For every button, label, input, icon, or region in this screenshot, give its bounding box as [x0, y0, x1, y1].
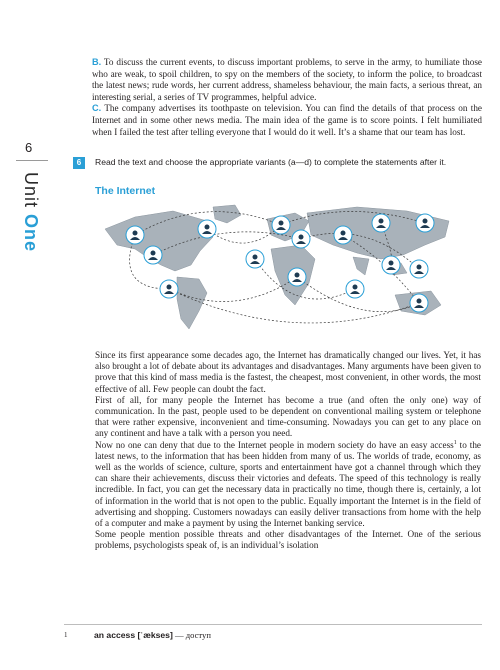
task-number-badge: 6: [73, 157, 85, 169]
page-number: 6: [25, 140, 33, 155]
unit-label: [20, 172, 41, 252]
article-body: [95, 350, 481, 552]
option-letter: B.: [92, 57, 102, 67]
unit-word: Unit: [21, 172, 41, 209]
footnote-divider: [64, 624, 482, 625]
paragraph-text: Some people mention possible threats and other disadvantages of the Internet. One of the serious problems, psychologists speak of, is an individual’s isolation: [95, 529, 481, 551]
option-text: To discuss the current events, to discuss important problems, to serve in the army, to humiliate those who are weak, to spoil children, to spy on the members of the society, to inform the police, to broadcast the latest news; rude words, her current address, shameless behaviour, the main facts, a serious threat, an interesting serial, a series of TV programmes, helpful advice.: [92, 57, 482, 102]
paragraph-text: Since its first appearance some decades ago, the Internet has dramatically changed our lives. Yet, it has also brought a lot of debate about its advantages and disadvantages. Many arguments have been given to prove that this kind of mass media is the fastest, the cheapest, most convenient, in other words, the most effective of all. Few people can doubt the fact.: [95, 350, 481, 394]
world-network-illustration: [95, 199, 480, 339]
footnote-translation: — доступ: [172, 630, 211, 640]
paragraph: [95, 529, 481, 551]
option-b: [92, 57, 482, 103]
options-block: [92, 57, 482, 138]
option-text: The company advertises its toothpaste on television. You can find the details of that process on the Internet and in some other news media. The main idea of the game is to score points. I felt humiliated when I failed the test after telling everyone that I would do it well. It’s a shame that our team has lost.: [92, 103, 482, 137]
footnote-body: [94, 630, 211, 641]
paragraph: [95, 350, 481, 395]
footnote-ref: 1: [453, 439, 457, 446]
paragraph: [95, 440, 481, 530]
paragraph-text: to the latest news, to the information that has been hidden from many of us. The worlds of trade, economy, as well as the worlds of science, culture, sports and entertainment have got a channel through which they can share their achievements, discuss their victories and defeats. The speed of this technology is really incredible. In fact, you can get the necessary data in practically no time, though there is, certainly, a lot of information in the world that is not open to the public. Equally important the Internet is in the field of advertising and shopping. Customers nowadays can easily deliver transactions from home with the help of a computer and make a payment by using the Internet banking service.: [95, 439, 482, 529]
footnote-mark: 1: [64, 631, 68, 639]
article-title: The Internet: [95, 185, 156, 197]
paragraph: [95, 395, 481, 440]
task-instruction: Read the text and choose the appropriate variants (a—d) to complete the statements after it.: [95, 157, 447, 167]
footnote-term: an access [ˈækses]: [94, 630, 173, 640]
paragraph-text: First of all, for many people the Internet has become a true (and often the only one) way of communication. In the past, people used to be dependent on conventional mailing system or telephone that were rather expensive, inconvenient and time-consuming. Nowadays you can get to any place on any continent and have a talk with a person you need.: [95, 394, 481, 439]
option-c: [92, 103, 482, 138]
option-letter: C.: [92, 103, 102, 114]
unit-number: One: [21, 214, 41, 253]
side-divider: [16, 160, 48, 161]
paragraph-text: Now no one can deny that due to the Internet people in modern society do have an easy access: [95, 439, 454, 450]
